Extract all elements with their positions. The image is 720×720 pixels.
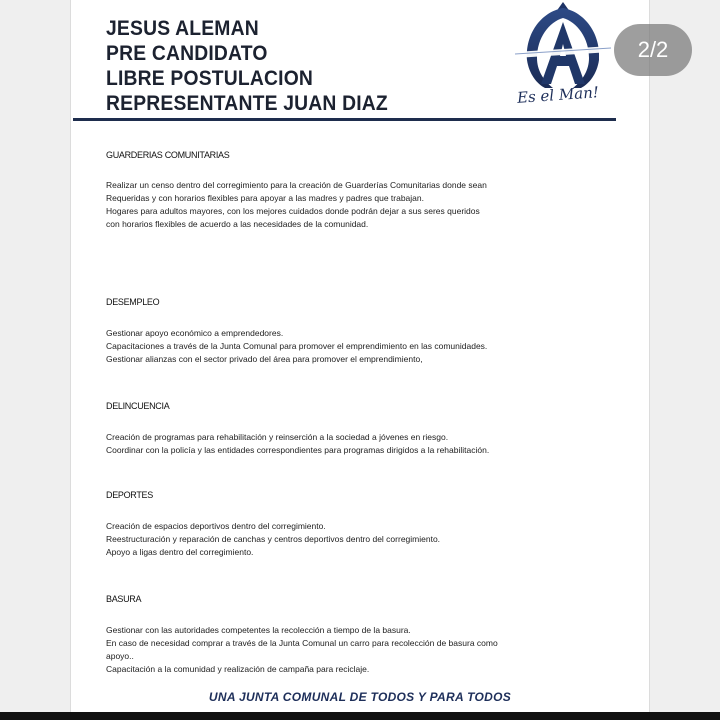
section-title: GUARDERIAS COMUNITARIAS xyxy=(106,150,230,160)
section-delincuencia xyxy=(106,401,626,457)
section-basura xyxy=(106,594,626,676)
section-body xyxy=(106,624,626,676)
left-margin xyxy=(0,0,70,712)
section-line: Creación de espacios deportivos dentro del corregimiento. xyxy=(106,521,326,531)
section-line: Realizar un censo dentro del corregimiento para la creación de Guarderías Comunitarias donde sean xyxy=(106,180,487,190)
section-line: Coordinar con la policía y las entidades correspondientes para programas dirigidos a la rehabilitación. xyxy=(106,445,490,455)
section-body xyxy=(106,431,626,457)
section-title: DESEMPLEO xyxy=(106,297,160,307)
section-line: En caso de necesidad comprar a través de la Junta Comunal un carro para recolección de basura como xyxy=(106,638,498,648)
header-line-representative: REPRESENTANTE JUAN DIAZ xyxy=(106,92,388,115)
header-line-name: JESUS ALEMAN xyxy=(106,17,259,40)
section-line: Reestructuración y reparación de canchas y centros deportivos dentro del corregimiento. xyxy=(106,534,441,544)
section-line: Creación de programas para rehabilitación y reinserción a la sociedad a jóvenes en riesgo. xyxy=(106,432,449,442)
document-page xyxy=(70,0,650,712)
section-line: apoyo.. xyxy=(106,651,134,661)
section-body xyxy=(106,327,626,366)
right-margin xyxy=(648,0,720,712)
candidate-header xyxy=(106,16,388,116)
section-deportes xyxy=(106,490,626,559)
section-line: Gestionar alianzas con el sector privado del área para promover el emprendimiento, xyxy=(106,354,423,364)
section-line: Capacitaciones a través de la Junta Comunal para promover el emprendimiento en las comunidades. xyxy=(106,341,488,351)
page-indicator-badge[interactable]: 2/2 xyxy=(614,24,692,76)
section-guarderias xyxy=(106,150,626,231)
header-line-postulation: LIBRE POSTULACION xyxy=(106,67,314,90)
section-title: DELINCUENCIA xyxy=(106,401,170,411)
section-line: Requeridas y con horarios flexibles para apoyar a las madres y padres que trabajan. xyxy=(106,193,424,203)
section-line: Gestionar apoyo económico a emprendedores. xyxy=(106,328,284,338)
header-divider xyxy=(73,118,616,121)
slogan-text: Es el Man! xyxy=(516,83,600,107)
section-line: Apoyo a ligas dentro del corregimiento. xyxy=(106,547,254,557)
header-line-role: PRE CANDIDATO xyxy=(106,42,268,65)
section-title: BASURA xyxy=(106,594,142,604)
section-line: Hogares para adultos mayores, con los mejores cuidados donde podrán dejar a sus seres queridos xyxy=(106,206,480,216)
footer-slogan: UNA JUNTA COMUNAL DE TODOS Y PARA TODOS xyxy=(208,690,512,704)
section-line: Capacitación a la comunidad y realización de campaña para reciclaje. xyxy=(106,664,370,674)
bottom-bar xyxy=(0,712,720,720)
section-line: con horarios flexibles de acuerdo a las necesidades de la comunidad. xyxy=(106,219,369,229)
section-title: DEPORTES xyxy=(106,490,153,500)
section-line: Gestionar con las autoridades competentes la recolección a tiempo de la basura. xyxy=(106,625,411,635)
section-body xyxy=(106,179,626,231)
section-body xyxy=(106,520,626,559)
section-desempleo xyxy=(106,297,626,366)
